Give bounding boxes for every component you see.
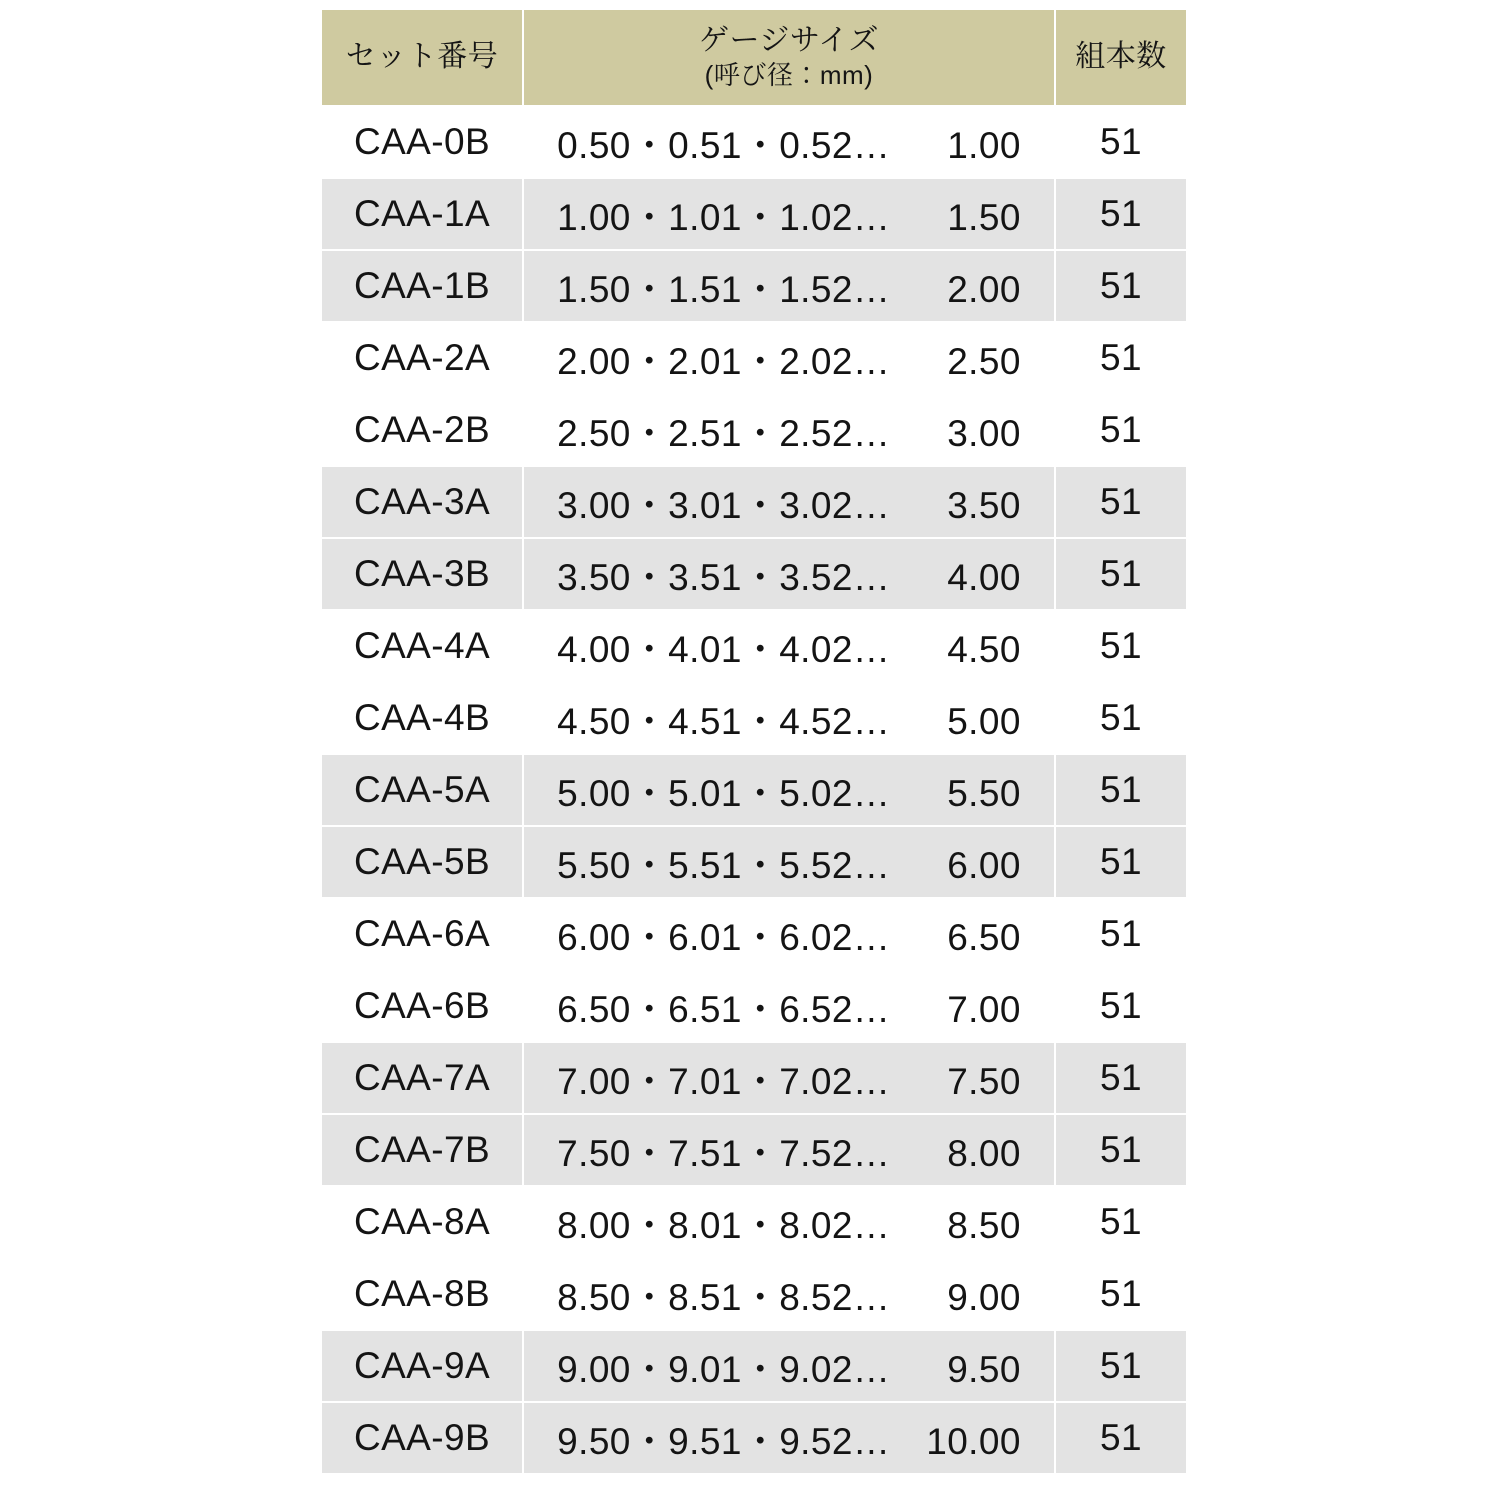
- gauge-size-end: 8.00: [947, 1133, 1021, 1174]
- cell-gauge-size: [523, 178, 1055, 250]
- cell-set-number: CAA-1A: [321, 178, 523, 250]
- table-row: [321, 322, 1187, 394]
- table-row: [321, 1186, 1187, 1258]
- table-header-row: [321, 9, 1187, 106]
- cell-gauge-size: [523, 1186, 1055, 1258]
- cell-gauge-size: [523, 106, 1055, 178]
- cell-gauge-size: [523, 466, 1055, 538]
- gauge-size-start: 2.00・2.01・2.02: [557, 341, 853, 382]
- cell-gauge-size: [523, 1402, 1055, 1474]
- gauge-size-end: 4.50: [947, 629, 1021, 670]
- gauge-size-start: 1.50・1.51・1.52: [557, 269, 853, 310]
- gauge-size-ellipsis: …: [852, 413, 889, 454]
- table-row: [321, 394, 1187, 466]
- cell-set-number: CAA-6A: [321, 898, 523, 970]
- cell-count: 51: [1055, 1330, 1187, 1402]
- cell-set-number: CAA-3B: [321, 538, 523, 610]
- gauge-size-end: 6.00: [947, 845, 1021, 886]
- cell-count: 51: [1055, 970, 1187, 1042]
- gauge-size-start: 1.00・1.01・1.02: [557, 197, 853, 238]
- cell-set-number: CAA-5A: [321, 754, 523, 826]
- cell-gauge-size: [523, 538, 1055, 610]
- cell-set-number: CAA-5B: [321, 826, 523, 898]
- gauge-size-start: 5.00・5.01・5.02: [557, 773, 853, 814]
- gauge-size-end: 2.50: [947, 341, 1021, 382]
- gauge-size-ellipsis: …: [852, 917, 889, 958]
- cell-count: 51: [1055, 826, 1187, 898]
- cell-set-number: CAA-2A: [321, 322, 523, 394]
- column-header-gauge-size-unit: (呼び径：mm): [704, 59, 874, 90]
- cell-set-number: CAA-4B: [321, 682, 523, 754]
- gauge-size-start: 3.50・3.51・3.52: [557, 557, 853, 598]
- gauge-size-end: 5.00: [947, 701, 1021, 742]
- gauge-size-start: 7.00・7.01・7.02: [557, 1061, 853, 1102]
- cell-gauge-size: [523, 322, 1055, 394]
- gauge-set-table-container: [320, 8, 1180, 1475]
- cell-set-number: CAA-9A: [321, 1330, 523, 1402]
- gauge-size-end: 4.00: [947, 557, 1021, 598]
- column-header-count-label: 組本数: [1075, 40, 1167, 74]
- gauge-size-start: 4.50・4.51・4.52: [557, 701, 853, 742]
- gauge-size-start: 4.00・4.01・4.02: [557, 629, 853, 670]
- table-row: [321, 898, 1187, 970]
- cell-set-number: CAA-9B: [321, 1402, 523, 1474]
- cell-gauge-size: [523, 1114, 1055, 1186]
- column-header-set-number-label: セット番号: [345, 40, 499, 74]
- gauge-size-end: 5.50: [947, 773, 1021, 814]
- cell-gauge-size: [523, 682, 1055, 754]
- gauge-size-ellipsis: …: [852, 341, 889, 382]
- cell-count: 51: [1055, 250, 1187, 322]
- gauge-size-ellipsis: …: [852, 1205, 889, 1246]
- column-header-set-number: [321, 9, 523, 106]
- cell-count: 51: [1055, 1186, 1187, 1258]
- cell-set-number: CAA-2B: [321, 394, 523, 466]
- cell-set-number: CAA-6B: [321, 970, 523, 1042]
- cell-count: 51: [1055, 898, 1187, 970]
- table-row: [321, 1330, 1187, 1402]
- gauge-size-end: 1.00: [947, 125, 1021, 166]
- gauge-size-ellipsis: …: [852, 1421, 889, 1462]
- cell-gauge-size: [523, 394, 1055, 466]
- table-row: [321, 754, 1187, 826]
- gauge-size-end: 7.00: [947, 989, 1021, 1030]
- cell-count: 51: [1055, 106, 1187, 178]
- gauge-size-end: 6.50: [947, 917, 1021, 958]
- cell-set-number: CAA-4A: [321, 610, 523, 682]
- table-row: [321, 538, 1187, 610]
- table-row: [321, 466, 1187, 538]
- cell-gauge-size: [523, 898, 1055, 970]
- gauge-size-ellipsis: …: [852, 557, 889, 598]
- cell-count: 51: [1055, 1114, 1187, 1186]
- table-row: [321, 178, 1187, 250]
- gauge-size-end: 8.50: [947, 1205, 1021, 1246]
- table-row: [321, 250, 1187, 322]
- cell-count: 51: [1055, 754, 1187, 826]
- cell-gauge-size: [523, 970, 1055, 1042]
- gauge-size-ellipsis: …: [852, 1061, 889, 1102]
- table-row: [321, 1258, 1187, 1330]
- cell-gauge-size: [523, 1330, 1055, 1402]
- gauge-size-start: 9.00・9.01・9.02: [557, 1349, 853, 1390]
- gauge-size-end: 9.50: [947, 1349, 1021, 1390]
- table-row: [321, 1042, 1187, 1114]
- gauge-size-start: 6.50・6.51・6.52: [557, 989, 853, 1030]
- gauge-size-ellipsis: …: [852, 269, 889, 310]
- gauge-size-end: 2.00: [947, 269, 1021, 310]
- gauge-size-ellipsis: …: [852, 485, 889, 526]
- cell-set-number: CAA-3A: [321, 466, 523, 538]
- gauge-size-end: 10.00: [926, 1421, 1021, 1462]
- cell-count: 51: [1055, 538, 1187, 610]
- cell-gauge-size: [523, 826, 1055, 898]
- cell-set-number: CAA-8A: [321, 1186, 523, 1258]
- cell-count: 51: [1055, 610, 1187, 682]
- cell-set-number: CAA-7A: [321, 1042, 523, 1114]
- gauge-size-start: 7.50・7.51・7.52: [557, 1133, 853, 1174]
- gauge-size-ellipsis: …: [852, 1133, 889, 1174]
- gauge-size-start: 8.50・8.51・8.52: [557, 1277, 853, 1318]
- cell-set-number: CAA-0B: [321, 106, 523, 178]
- cell-count: 51: [1055, 1402, 1187, 1474]
- table-row: [321, 610, 1187, 682]
- gauge-size-ellipsis: …: [852, 629, 889, 670]
- cell-count: 51: [1055, 466, 1187, 538]
- gauge-size-start: 5.50・5.51・5.52: [557, 845, 853, 886]
- cell-gauge-size: [523, 754, 1055, 826]
- cell-set-number: CAA-7B: [321, 1114, 523, 1186]
- gauge-size-start: 6.00・6.01・6.02: [557, 917, 853, 958]
- column-header-count: [1055, 9, 1187, 106]
- cell-gauge-size: [523, 250, 1055, 322]
- gauge-size-end: 3.50: [947, 485, 1021, 526]
- gauge-size-end: 7.50: [947, 1061, 1021, 1102]
- cell-gauge-size: [523, 1042, 1055, 1114]
- gauge-size-ellipsis: …: [852, 197, 889, 238]
- cell-set-number: CAA-8B: [321, 1258, 523, 1330]
- gauge-size-ellipsis: …: [852, 989, 889, 1030]
- cell-count: 51: [1055, 682, 1187, 754]
- gauge-size-start: 0.50・0.51・0.52: [557, 125, 853, 166]
- gauge-set-table: [320, 8, 1188, 1475]
- gauge-size-ellipsis: …: [852, 125, 889, 166]
- column-header-gauge-size: [523, 9, 1055, 106]
- table-header: [321, 9, 1187, 106]
- gauge-size-end: 3.00: [947, 413, 1021, 454]
- cell-count: 51: [1055, 1042, 1187, 1114]
- gauge-size-ellipsis: …: [852, 701, 889, 742]
- table-row: [321, 826, 1187, 898]
- cell-count: 51: [1055, 178, 1187, 250]
- gauge-size-ellipsis: …: [852, 845, 889, 886]
- gauge-size-start: 8.00・8.01・8.02: [557, 1205, 853, 1246]
- column-header-gauge-size-label: ゲージサイズ: [699, 24, 879, 58]
- cell-gauge-size: [523, 610, 1055, 682]
- cell-count: 51: [1055, 322, 1187, 394]
- table-body: [321, 106, 1187, 1474]
- gauge-size-start: 3.00・3.01・3.02: [557, 485, 853, 526]
- table-row: [321, 682, 1187, 754]
- cell-count: 51: [1055, 1258, 1187, 1330]
- gauge-size-end: 1.50: [947, 197, 1021, 238]
- gauge-size-start: 2.50・2.51・2.52: [557, 413, 853, 454]
- gauge-size-end: 9.00: [947, 1277, 1021, 1318]
- table-row: [321, 106, 1187, 178]
- gauge-size-ellipsis: …: [852, 1349, 889, 1390]
- table-row: [321, 1402, 1187, 1474]
- cell-set-number: CAA-1B: [321, 250, 523, 322]
- cell-count: 51: [1055, 394, 1187, 466]
- cell-gauge-size: [523, 1258, 1055, 1330]
- gauge-size-ellipsis: …: [852, 773, 889, 814]
- gauge-size-start: 9.50・9.51・9.52: [557, 1421, 853, 1462]
- table-row: [321, 1114, 1187, 1186]
- gauge-size-ellipsis: …: [852, 1277, 889, 1318]
- table-row: [321, 970, 1187, 1042]
